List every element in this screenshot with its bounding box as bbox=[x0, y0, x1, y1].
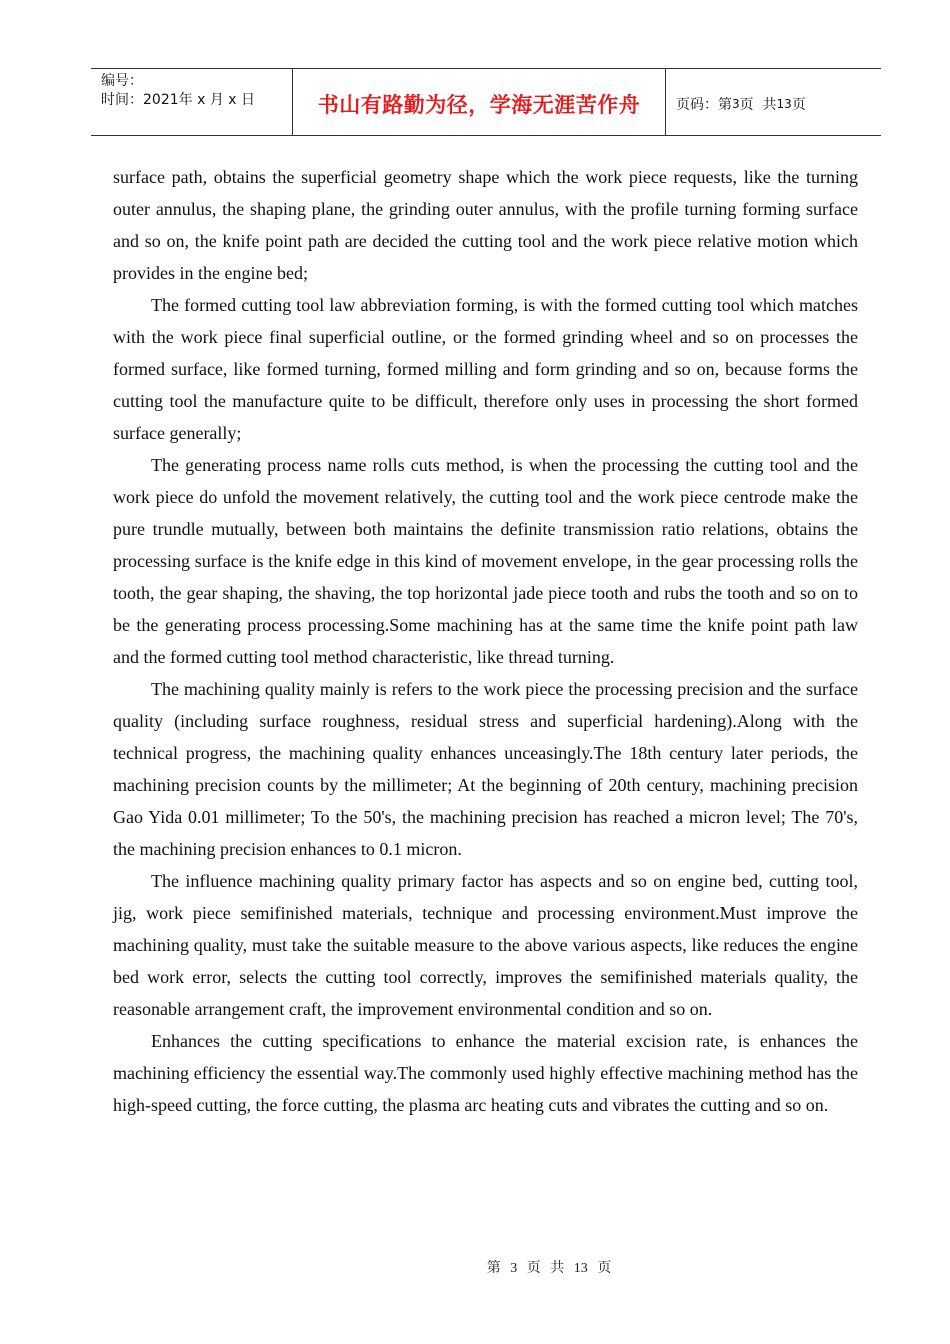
footer-total-pages: 13 bbox=[573, 1261, 588, 1276]
header-motto-cell bbox=[293, 69, 666, 135]
page-footer bbox=[0, 1257, 950, 1277]
page-suffix: 页 bbox=[791, 97, 806, 113]
paragraph: The influence machining quality primary factor has aspects and so on engine bed, cutting tool, jig, work piece semifinished materials, technique and processing environment.Must improve the machining quality, must take the suitable measure to the above various aspects, like reduces the engine bed work error, selects the cutting tool correctly, improves the semifinished materials quality, the reasonable arrangement craft, the improvement environmental condition and so on. bbox=[113, 871, 858, 1019]
page-current: 3 bbox=[732, 97, 740, 111]
time-label: 时间： bbox=[101, 92, 143, 108]
footer-word: 页 bbox=[597, 1261, 612, 1276]
paragraph: Enhances the cutting specifications to enhance the material excision rate, is enhances the machining efficiency the essential way.The commonly used highly effective machining method has the high-speed cutting, the force cutting, the plasma arc heating cuts and vibrates the cutting and so on. bbox=[113, 1031, 858, 1115]
paragraph: The machining quality mainly is refers to the work piece the processing precision and the surface quality (including surface roughness, residual stress and superficial hardening).Along with the technical progress, the machining quality enhances unceasingly.The 18th century later periods, the machining precision counts by the millimeter; At the beginning of 20th century, machining precision Gao Yida 0.01 millimeter; To the 50's, the machining precision has reached a micron level; The 70's, the machining precision enhances to 0.1 micron. bbox=[113, 679, 858, 859]
header-page-info bbox=[666, 69, 881, 135]
page-prefix: 页码：第 bbox=[676, 97, 732, 113]
footer-word: 页 bbox=[526, 1261, 541, 1276]
motto-text: 书山有路勤为径，学海无涯苦作舟 bbox=[317, 93, 641, 117]
time-rest: 年 x 月 x 日 bbox=[178, 92, 256, 108]
time-year: 2021 bbox=[143, 92, 179, 108]
header-meta bbox=[91, 69, 293, 135]
footer-word: 共 bbox=[550, 1261, 565, 1276]
document-body bbox=[113, 161, 858, 1121]
paragraph: The formed cutting tool law abbreviation forming, is with the formed cutting tool which matches with the work piece final superficial outline, or the formed grinding wheel and so on processes the formed surface, like formed turning, formed milling and form grinding and so on, because forms the cutting tool the manufacture quite to be difficult, therefore only uses in processing the short formed surface generally; bbox=[113, 295, 858, 443]
paragraph: surface path, obtains the superficial geometry shape which the work piece requests, like the turning outer annulus, the shaping plane, the grinding outer annulus, with the profile turning forming surface and so on, the knife point path are decided the cutting tool and the work piece relative motion which provides in the engine bed; bbox=[113, 167, 858, 283]
page-mid: 页 共 bbox=[739, 97, 777, 113]
footer-current-page: 3 bbox=[510, 1261, 518, 1276]
footer-word: 第 bbox=[486, 1261, 501, 1276]
serial-label: 编号： bbox=[101, 73, 143, 89]
paragraph: The generating process name rolls cuts method, is when the processing the cutting tool and the work piece do unfold the movement relatively, the cutting tool and the work piece centrode make the pure trundle mutually, between both maintains the definite transmission ratio relations, obtains the processing surface is the knife edge in this kind of movement envelope, in the gear processing rolls the tooth, the gear shaping, the shaving, the top horizontal jade piece tooth and rubs the tooth and so on to be the generating process processing.Some machining has at the same time the knife point path law and the formed cutting tool method characteristic, like thread turning. bbox=[113, 455, 858, 667]
page-total: 13 bbox=[776, 97, 792, 111]
page-header bbox=[91, 68, 881, 136]
time-line bbox=[101, 91, 292, 110]
